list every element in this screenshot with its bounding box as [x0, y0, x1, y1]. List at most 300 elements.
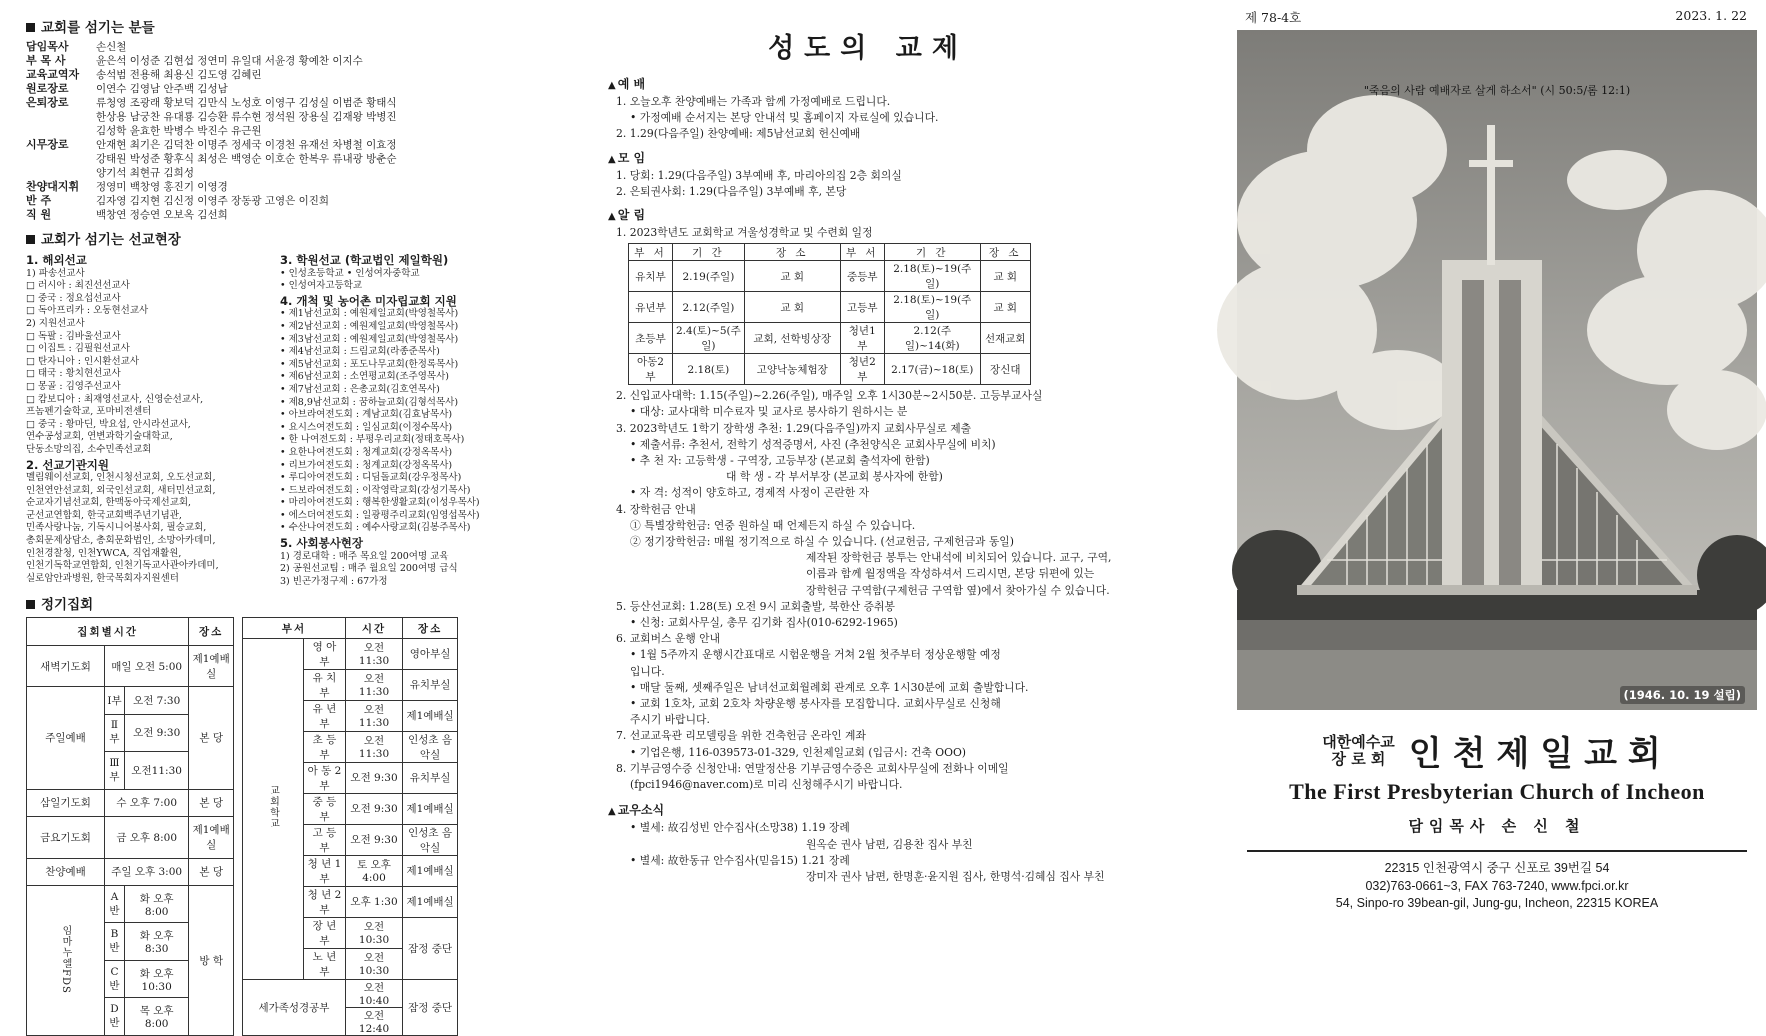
table-cell: 2.18(토)~19(주일) — [884, 261, 980, 292]
news-title-text: 교우소식 — [617, 803, 665, 818]
staff-role — [26, 152, 96, 166]
table-cell: 청 년 1 부 — [304, 855, 346, 886]
mission-line: • 수산나여전도회 : 예수사랑교회(김봉주목사) — [280, 522, 471, 534]
denomination — [1322, 734, 1394, 768]
mission-line: • 인성초등학교 • 인성여자중학교 — [280, 267, 420, 279]
mission-line: • 제8,9남선교회 : 꿈하늘교회(김형석목사) — [280, 396, 459, 408]
mission-line: • 한 나여전도회 : 부평우리교회(정태호목사) — [280, 434, 465, 446]
table-header-row — [243, 618, 458, 639]
news-section-title: ▲ 교우소식 — [608, 803, 665, 818]
table-cell: 영 아 부 — [304, 638, 346, 669]
church-name: 인천제일교회 — [1408, 734, 1672, 774]
mission-line: • 루디아여전도회 : 디딤돌교회(강우정목사) — [280, 472, 462, 484]
staff-role: 시무장로 — [26, 138, 69, 151]
issue-header — [1237, 8, 1757, 30]
mid-sections — [608, 75, 1128, 200]
staff-role: 찬양대지휘 — [26, 180, 80, 193]
mission-column-2 — [280, 252, 526, 588]
right-panel — [1237, 8, 1757, 929]
table-cell: 초등부 — [629, 323, 673, 354]
table-row — [27, 789, 234, 816]
staff-role: 교육교역자 — [26, 68, 80, 81]
notice-line: • 1월 5주까지 운행시간표대로 시험운행을 거쳐 2월 첫주부터 정상운행할 예정 — [630, 648, 1001, 662]
table-cell: 교회, 선학빙상장 — [744, 323, 840, 354]
table-cell: 2.12(주일) — [673, 292, 745, 323]
notice-line: 이름과 함께 월정액을 작성하셔서 드리시면, 본당 뒤편에 있는 — [806, 567, 1095, 581]
mission-line: • 요한나여전도회 : 청계교회(강정옥목사) — [280, 446, 453, 458]
mission-line: 1) 경로대학 : 매주 목요일 200여명 교육 — [280, 550, 449, 562]
mission-line: □ 탄자니아 : 인시환선교사 — [26, 355, 140, 367]
staff-row — [26, 138, 526, 152]
table-cell: 영아부실 — [403, 638, 458, 669]
notice-line: 2. 신입교사대학: 1.15(주일)~2.26(주일), 매주일 오후 1시30분~2시50분. 고등부교사실 — [616, 389, 1043, 403]
table-cell: 잠정 중단 — [403, 917, 458, 979]
table-cell: 목 오후 8:00 — [125, 998, 189, 1036]
notice-line: 4. 장학헌금 안내 — [616, 502, 696, 516]
mid-line: 1. 당회: 1.29(다음주일) 3부예배 후, 마리아의집 2층 회의실 — [616, 168, 902, 182]
table-cell: 인성초 음악실 — [403, 731, 458, 762]
table-cell: 2.4(토)~5(주일) — [673, 323, 745, 354]
notice-section-title: ▲ 알 림 — [608, 208, 646, 223]
table-header: 장 소 — [980, 244, 1030, 261]
table-header: 부 서 — [629, 244, 673, 261]
table-cell: 화 오후 8:30 — [125, 923, 189, 960]
table-cell: 주일예배 — [27, 687, 105, 789]
mission-line: • 인성여자고등학교 — [280, 280, 363, 292]
fellowship-title: 성도의 교제 — [768, 33, 968, 64]
notice-line: 제작된 장학헌금 봉투는 안내석에 비치되어 있습니다. 교구, 구역, — [806, 551, 1112, 565]
school-side-label: 교회학교 — [267, 785, 279, 830]
staff-row — [26, 40, 526, 54]
denomination-line-2: 장 로 회 — [1331, 749, 1386, 768]
table-row — [27, 885, 234, 922]
staff-names: 백창연 정승연 오보옥 김선희 — [96, 209, 228, 221]
table-cell: 본 당 — [189, 789, 234, 816]
established-date: (1946. 10. 19 설립) — [1620, 686, 1746, 704]
table-cell: 제1예배실 — [403, 793, 458, 824]
table-cell: 2.19(주일) — [673, 261, 745, 292]
staff-role: 은퇴장로 — [26, 96, 69, 109]
table-cell: 삼일기도회 — [27, 789, 105, 816]
mid-section-title-text: 예 배 — [617, 77, 646, 91]
staff-row — [26, 54, 526, 68]
table-row — [629, 354, 1031, 385]
triangle-icon: ▲ — [608, 153, 616, 165]
mission-line: • 에스더여전도회 : 일광평주리교회(임영섭목사) — [280, 509, 480, 521]
table-cell: 금요기도회 — [27, 817, 105, 858]
news-line: 원옥순 권사 남편, 김용찬 집사 부친 — [806, 837, 973, 851]
table-cell: 유년부 — [629, 292, 673, 323]
table-cell: A반 — [105, 885, 125, 922]
table-cell: 오전 9:30 — [125, 714, 189, 751]
mission-line: 2) 지원선교사 — [26, 317, 85, 329]
table-cell: 고양낙농체험장 — [744, 354, 840, 385]
mission-line: □ 중국 : 황마딘, 박요섭, 안시라선교사, — [26, 418, 191, 430]
mission-line: • 제4남선교회 : 드림교회(라종준목사) — [280, 346, 440, 358]
table-cell: 교 회 — [980, 261, 1030, 292]
mission-line: • 제3남선교회 : 예원제일교회(박영철목사) — [280, 333, 459, 345]
news-lines — [608, 820, 1128, 885]
table-cell: 2.18(토)~19(주일) — [884, 292, 980, 323]
table-cell: 제1예배실 — [189, 645, 234, 686]
table-cell: 장 년 부 — [304, 917, 346, 948]
notice-line: 7. 선교교육관 리모델링을 위한 건축헌금 온라인 계좌 — [616, 729, 866, 743]
table-cell: 본 당 — [189, 858, 234, 885]
table-header: 집회별시간 — [27, 618, 189, 645]
mid-section-title — [608, 149, 1128, 166]
table-cell: 중등부 — [840, 261, 884, 292]
table-cell: 오전 9:30 — [345, 793, 402, 824]
notice-title-text: 알 림 — [617, 208, 646, 223]
table-header: 장소 — [189, 618, 234, 645]
table-cell: 유치부 — [629, 261, 673, 292]
table-cell: 수 오후 7:00 — [105, 789, 189, 816]
left-panel — [26, 14, 526, 1035]
fds-label-cell — [27, 885, 105, 1035]
table-header: 부서 — [243, 618, 346, 639]
table-cell: 금 오후 8:00 — [105, 817, 189, 858]
table-cell: 오후 1:30 — [345, 886, 402, 917]
mission-subtitle: 1. 해외선교 — [26, 253, 87, 267]
table-cell: D반 — [105, 998, 125, 1036]
table-cell: 유 년 부 — [304, 700, 346, 731]
table-cell: 오전 10:40 — [345, 979, 402, 1007]
address-english: 54, Sinpo-ro 39bean-gil, Jung-gu, Incheon, 22315 KOREA — [1335, 896, 1659, 910]
mission-subtitle: 3. 학원선교 (학교법인 제일학원) — [280, 253, 449, 267]
mission-columns — [26, 252, 526, 588]
table-cell: 방 학 — [189, 885, 234, 1035]
staff-row — [26, 82, 526, 96]
staff-role — [26, 110, 96, 124]
table-cell: 유치부실 — [403, 762, 458, 793]
notice-line: • 교회 1호차, 교회 2호차 차량운행 봉사자를 모집합니다. 교회사무실로 신청해 — [630, 697, 1001, 711]
mid-line: • 가정예배 순서지는 본당 안내석 및 홈페이지 자료실에 있습니다. — [630, 111, 939, 125]
table-cell: Ⅰ부 — [105, 687, 125, 714]
table-cell: C반 — [105, 960, 125, 997]
mission-line: □ 태국 : 황치현선교사 — [26, 368, 121, 380]
church-illustration — [1237, 30, 1757, 710]
table-row — [629, 292, 1031, 323]
notice-line: • 신청: 교회사무실, 총무 김기화 집사(010-6292-1965) — [630, 616, 898, 630]
notice-line: 3. 2023학년도 1학기 장학생 추천: 1.29(다음주일)까지 교회사무실로 제출 — [616, 421, 972, 435]
staff-title-text: 교회를 섬기는 분들 — [41, 20, 155, 36]
camp-body — [629, 261, 1031, 385]
staff-section-title — [26, 16, 526, 36]
table-header: 장 소 — [744, 244, 840, 261]
mission-line: □ 중국 : 정요섭선교사 — [26, 292, 121, 304]
table-cell: 오전11:30 — [125, 752, 189, 789]
table-cell: 중 등 부 — [304, 793, 346, 824]
cross-horizontal — [1469, 160, 1513, 167]
denomination-line-1: 대한예수교 — [1322, 732, 1395, 751]
sunday-school-body — [243, 638, 458, 1035]
table-cell: 오전 9:30 — [345, 762, 402, 793]
table-cell: 초 등 부 — [304, 731, 346, 762]
table-header: 기 간 — [673, 244, 745, 261]
notice-line: • 대상: 교사대학 미수료자 및 교사로 봉사하기 원하시는 분 — [630, 405, 908, 419]
notice-line: 대 학 생 - 각 부서부장 (본교회 봉사자에 한함) — [726, 470, 943, 484]
church-english-name: The First Presbyterian Church of Incheon — [1289, 779, 1705, 804]
mid-line: 2. 은퇴권사회: 1.29(다음주일) 3부예배 후, 본당 — [616, 184, 847, 198]
mid-section-title-text: 모 임 — [617, 150, 646, 165]
staff-row — [26, 68, 526, 82]
notice-lines — [608, 388, 1128, 793]
table-cell: 찬양예배 — [27, 858, 105, 885]
staff-names: 윤은석 이성준 김현섭 정연미 유일대 서윤경 황예찬 이지수 — [96, 55, 363, 67]
bell-tower — [1442, 260, 1542, 590]
table-cell: 세가족성경공부 — [243, 979, 346, 1035]
mission-line: • 리브가여전도회 : 청계교회(강정옥목사) — [280, 459, 453, 471]
table-row — [27, 858, 234, 885]
notice-line: • 제출서류: 추천서, 전학기 성적증명서, 사진 (추천양식은 교회사무실에 비치) — [630, 437, 996, 451]
notice-line: 6. 교회버스 운행 안내 — [616, 632, 721, 646]
table-row — [243, 979, 458, 1007]
table-cell: 선재교회 — [980, 323, 1030, 354]
table-cell: 청 년 2 부 — [304, 886, 346, 917]
tower-slit-left — [1462, 280, 1484, 590]
triangle-icon: ▲ — [608, 80, 616, 91]
scripture-quote: "죽음의 사람 예배자로 살게 하소서" (시 50:5/롬 12:1) — [1363, 84, 1631, 97]
table-cell: 주일 오후 3:00 — [105, 858, 189, 885]
mission-line: • 마리아여전도회 : 행복한생활교회(이성우목사) — [280, 497, 480, 509]
table-cell: 유 치 부 — [304, 669, 346, 700]
table-header: 시간 — [345, 618, 402, 639]
staff-role — [26, 166, 96, 180]
staff-role: 직 원 — [26, 208, 52, 221]
mission-line: • 제5남선교회 : 포도나무교회(한정록목사) — [280, 358, 459, 370]
table-cell: 인성초 음악실 — [403, 824, 458, 855]
mission-line: 군선교연합회, 한국교회백주년기념관, — [26, 509, 182, 521]
table-cell: 본 당 — [189, 687, 234, 789]
church-photo — [1237, 30, 1757, 710]
staff-names: 안재현 최기은 김덕찬 이명주 정세국 이경천 유재선 차병철 이효정 — [96, 139, 397, 151]
table-cell: 오전 11:30 — [345, 700, 402, 731]
table-header: 장소 — [403, 618, 458, 639]
mission-line: 인천기독학교연합회, 인천기독교사관아카데미, — [26, 560, 219, 572]
table-cell: 오전 9:30 — [345, 824, 402, 855]
table-cell: 새벽기도회 — [27, 645, 105, 686]
issue-number: 제 78-4호 — [1245, 10, 1302, 25]
table-cell: 오전 12:40 — [345, 1007, 402, 1035]
table-cell: 청년1부 — [840, 323, 884, 354]
notice-line: • 추 천 자: 고등학생 - 구역장, 고등부장 (본교회 출석자에 한함) — [630, 454, 930, 468]
staff-names: 손신철 — [96, 41, 127, 53]
table-row — [27, 687, 234, 714]
table-header: 부 서 — [840, 244, 884, 261]
table-cell: 고 등 부 — [304, 824, 346, 855]
mission-line: 실로암안과병원, 한국목회자지원센터 — [26, 572, 179, 584]
mid-section-title — [608, 75, 1128, 92]
mission-line: □ 캄보디아 : 최재영선교사, 신영순선교사, — [26, 393, 204, 405]
table-cell: 아동2부 — [629, 354, 673, 385]
mission-line: 총회문제상담소, 총회문화법인, 소망아카데미, — [26, 535, 216, 547]
table-cell: 고등부 — [840, 292, 884, 323]
mission-line: 인천연안선교회, 외국인선교회, 새터민선교회, — [26, 484, 216, 496]
table-cell: 오전 10:30 — [345, 948, 402, 979]
mission-line: 단동소망의집, 소수민족선교회 — [26, 443, 152, 455]
cross-vertical — [1487, 125, 1495, 265]
table-cell: 잠정 중단 — [403, 979, 458, 1035]
staff-names: 정영미 백창영 홍진기 이영경 — [96, 181, 228, 193]
mission-line: 멜림웨이선교회, 인천시청선교회, 오도선교회, — [26, 472, 216, 484]
meeting-title-text: 정기집회 — [41, 597, 94, 614]
meeting-tables — [26, 617, 526, 1036]
notice-line: • 기업은행, 116-039573-01-329, 인천제일교회 (입금시: 건축 OOO) — [630, 745, 967, 759]
table-cell: 교 회 — [980, 292, 1030, 323]
base-wall — [1297, 585, 1697, 595]
mission-subtitle: 4. 개척 및 농어촌 미자립교회 지원 — [280, 293, 457, 308]
table-cell: 유치부실 — [403, 669, 458, 700]
mission-line: 순교자기념선교회, 한맥동아국제선교회, — [26, 497, 192, 509]
notice-line: • 자 격: 성적이 양호하고, 경제적 사정이 곤란한 자 — [630, 486, 870, 500]
mission-line: 2) 공원선교팀 : 매주 월요일 200여명 급식 — [280, 563, 458, 575]
staff-names: 강태원 박성준 황후식 최성은 백영순 이호순 한복우 류내광 방춘순 — [96, 153, 397, 165]
table-cell: 2.18(토) — [673, 354, 745, 385]
senior-pastor: 담임목사 손 신 철 — [1408, 817, 1586, 835]
table-cell: 화 오후 8:00 — [125, 885, 189, 922]
table-cell: Ⅲ부 — [105, 752, 125, 789]
table-header-row — [629, 244, 1031, 261]
table-row — [27, 645, 234, 686]
table-cell: 교 회 — [744, 292, 840, 323]
table-cell: 2.17(금)~18(토) — [884, 354, 980, 385]
mission-title-text: 교회가 섬기는 선교현장 — [41, 232, 181, 248]
staff-row — [26, 208, 526, 222]
table-cell: 화 오후 10:30 — [125, 960, 189, 997]
mission-line: □ 러시아 : 최진선선교사 — [26, 280, 130, 292]
staff-row — [26, 96, 526, 110]
mission-line: □ 독팔 : 김바울선교사 — [26, 330, 121, 342]
address: 22315 인천광역시 중구 신포로 39번길 54 — [1384, 861, 1610, 875]
mission-section-title — [26, 228, 526, 248]
news-line: • 별세: 故한동규 안수집사(믿음15) 1.21 장례 — [630, 853, 850, 867]
table-cell: 오전 7:30 — [125, 687, 189, 714]
mission-line: □ 이집트 : 김필원선교사 — [26, 343, 130, 355]
table-cell: Ⅱ부 — [105, 714, 125, 751]
staff-row — [26, 180, 526, 194]
table-cell: 장신대 — [980, 354, 1030, 385]
camp-schedule-table — [628, 243, 1031, 385]
staff-names: 한상용 남궁찬 유대룡 김승환 류수현 정석원 장용실 김재왕 박병진 — [96, 111, 397, 123]
staff-role: 반 주 — [26, 194, 52, 207]
notice-line: (fpci1946@naver.com)로 미리 신청해주시기 바랍니다. — [630, 778, 903, 792]
staff-names: 이연수 김영남 안주백 김성남 — [96, 83, 228, 95]
staff-row — [26, 124, 526, 138]
staff-row — [26, 194, 526, 208]
staff-row — [26, 166, 526, 180]
staff-names: 송석범 전용해 최용신 김도영 김혜린 — [96, 69, 262, 81]
table-row — [629, 261, 1031, 292]
issue-date: 2023. 1. 22 — [1675, 8, 1747, 23]
mission-line: 연수공성교회, 연변과학기술대학교, — [26, 431, 173, 443]
staff-names: 김성학 윤효한 박병수 박진수 유근원 — [96, 125, 262, 137]
news-line: 장미자 권사 남편, 한명훈·윤지원 집사, 한명석·김혜심 집사 부친 — [806, 869, 1105, 883]
mission-line: • 아브라여전도회 : 계남교회(김효남목사) — [280, 409, 453, 421]
mission-line: 인천경찰청, 인천YWCA, 직업재활원, — [26, 547, 182, 559]
tower-slit-right — [1499, 280, 1521, 590]
mission-line: • 드보라여전도회 : 이작영락교회(강성기목사) — [280, 484, 471, 496]
notice-line: 8. 기부금영수증 신청안내: 연말정산용 기부금영수증은 교회사무실에 전화나 이메일 — [616, 761, 1009, 775]
table-cell: 2.12(주일)~14(화) — [884, 323, 980, 354]
staff-role — [26, 124, 96, 138]
mission-column-1 — [26, 252, 272, 588]
mission-line: • 제2남선교회 : 예원제일교회(박영철목사) — [280, 320, 459, 332]
notice-line: • 매달 둘째, 셋째주일은 남녀선교회월례회 관계로 오후 1시30분에 교회 출발합니다. — [630, 680, 1029, 694]
staff-role: 원로장로 — [26, 82, 69, 95]
mission-line: • 제7남선교회 : 은총교회(김호연목사) — [280, 383, 440, 395]
divider — [1247, 850, 1747, 852]
mission-subtitle: 2. 선교기관지원 — [26, 457, 110, 472]
mission-line: 1) 파송선교사 — [26, 267, 85, 279]
table-header-row — [27, 618, 234, 645]
table-header: 기 간 — [884, 244, 980, 261]
table-row — [27, 817, 234, 858]
staff-role: 담임목사 — [26, 40, 69, 53]
notice-line: ② 정기장학헌금: 매월 정기적으로 하실 수 있습니다. (선교헌금, 구제헌금과 동일) — [630, 535, 1014, 549]
mission-line: • 요시스여전도회 : 일심교회(이정수목사) — [280, 421, 453, 433]
school-side-label-cell — [243, 638, 304, 979]
staff-role: 부 목 사 — [26, 54, 66, 67]
mission-line: • 제6남선교회 : 소연평교회(조주영목사) — [280, 371, 449, 383]
worship-schedule-table — [26, 617, 234, 1036]
table-cell: 오전 11:30 — [345, 669, 402, 700]
notice-line: 5. 등산선교회: 1.28(토) 오전 9시 교회출발, 북한산 증취봉 — [616, 599, 895, 613]
notice-line: 주시기 바랍니다. — [630, 713, 710, 727]
church-name-block — [1237, 726, 1757, 775]
staff-row — [26, 110, 526, 124]
table-cell: B반 — [105, 923, 125, 960]
notice-line: 장학헌금 구역함(구제헌금 구역함 옆)에서 찾아가실 수 있습니다. — [806, 583, 1110, 597]
table-cell: 제1예배실 — [403, 700, 458, 731]
table-cell: 제1예배실 — [189, 817, 234, 858]
mission-subtitle: 5. 사회봉사현장 — [280, 536, 364, 551]
staff-row — [26, 152, 526, 166]
mid-line: 1. 오늘오후 찬양예배는 가족과 함께 가정예배로 드립니다. — [616, 95, 891, 108]
mission-line: 3) 빈곤가정구제 : 67가정 — [280, 575, 388, 587]
notice-line: ① 특별장학헌금: 연중 원하실 때 언제든지 하실 수 있습니다. — [630, 518, 916, 532]
table-cell: 매일 오전 5:00 — [105, 645, 189, 686]
staff-names: 류청영 조광래 황보덕 김만식 노성호 이영구 김성실 이범준 황태식 — [96, 97, 397, 109]
table-cell: 토 오후 4:00 — [345, 855, 402, 886]
table-cell: 제1예배실 — [403, 855, 458, 886]
table-cell: 교 회 — [744, 261, 840, 292]
table-cell: 오전 11:30 — [345, 731, 402, 762]
table-cell: 아 동 2 부 — [304, 762, 346, 793]
notice-line: 입니다. — [630, 664, 665, 678]
staff-list — [26, 40, 526, 222]
staff-names: 양기석 최현규 김희성 — [96, 167, 194, 179]
sunday-school-table — [242, 617, 458, 1036]
table-cell: 제1예배실 — [403, 886, 458, 917]
table-row — [243, 638, 458, 669]
table-cell: 오전 11:30 — [345, 638, 402, 669]
notice-line: 1. 2023학년도 교회학교 겨울성경학교 및 수련회 일정 — [616, 226, 873, 240]
table-row — [629, 323, 1031, 354]
meeting-section-title — [26, 593, 526, 613]
contact-info — [1237, 860, 1757, 913]
mission-line: • 제1남선교회 : 예원제일교회(박영철목사) — [280, 308, 459, 320]
fds-label: 임마누엘FDS — [60, 924, 71, 994]
middle-panel — [608, 22, 1128, 929]
news-line: • 별세: 故김성빈 안수집사(소망38) 1.19 장례 — [630, 821, 850, 835]
mid-line: 2. 1.29(다음주일) 찬양예배: 제5남선교회 헌신예배 — [616, 127, 861, 141]
table-cell: 청년2부 — [840, 354, 884, 385]
phone-fax-web: 032)763-0661~3, FAX 763-7240, www.fpci.or.kr — [1365, 878, 1629, 893]
mission-line: □ 몽골 : 김영주선교사 — [26, 380, 121, 392]
mission-line: 프놈펜기술학교, 포마비전센터 — [26, 406, 152, 418]
mission-line: 민족사랑나눔, 기독시니어봉사회, 필승교회, — [26, 522, 207, 534]
mission-line: □ 독아프리카 : 오동현선교사 — [26, 305, 149, 317]
